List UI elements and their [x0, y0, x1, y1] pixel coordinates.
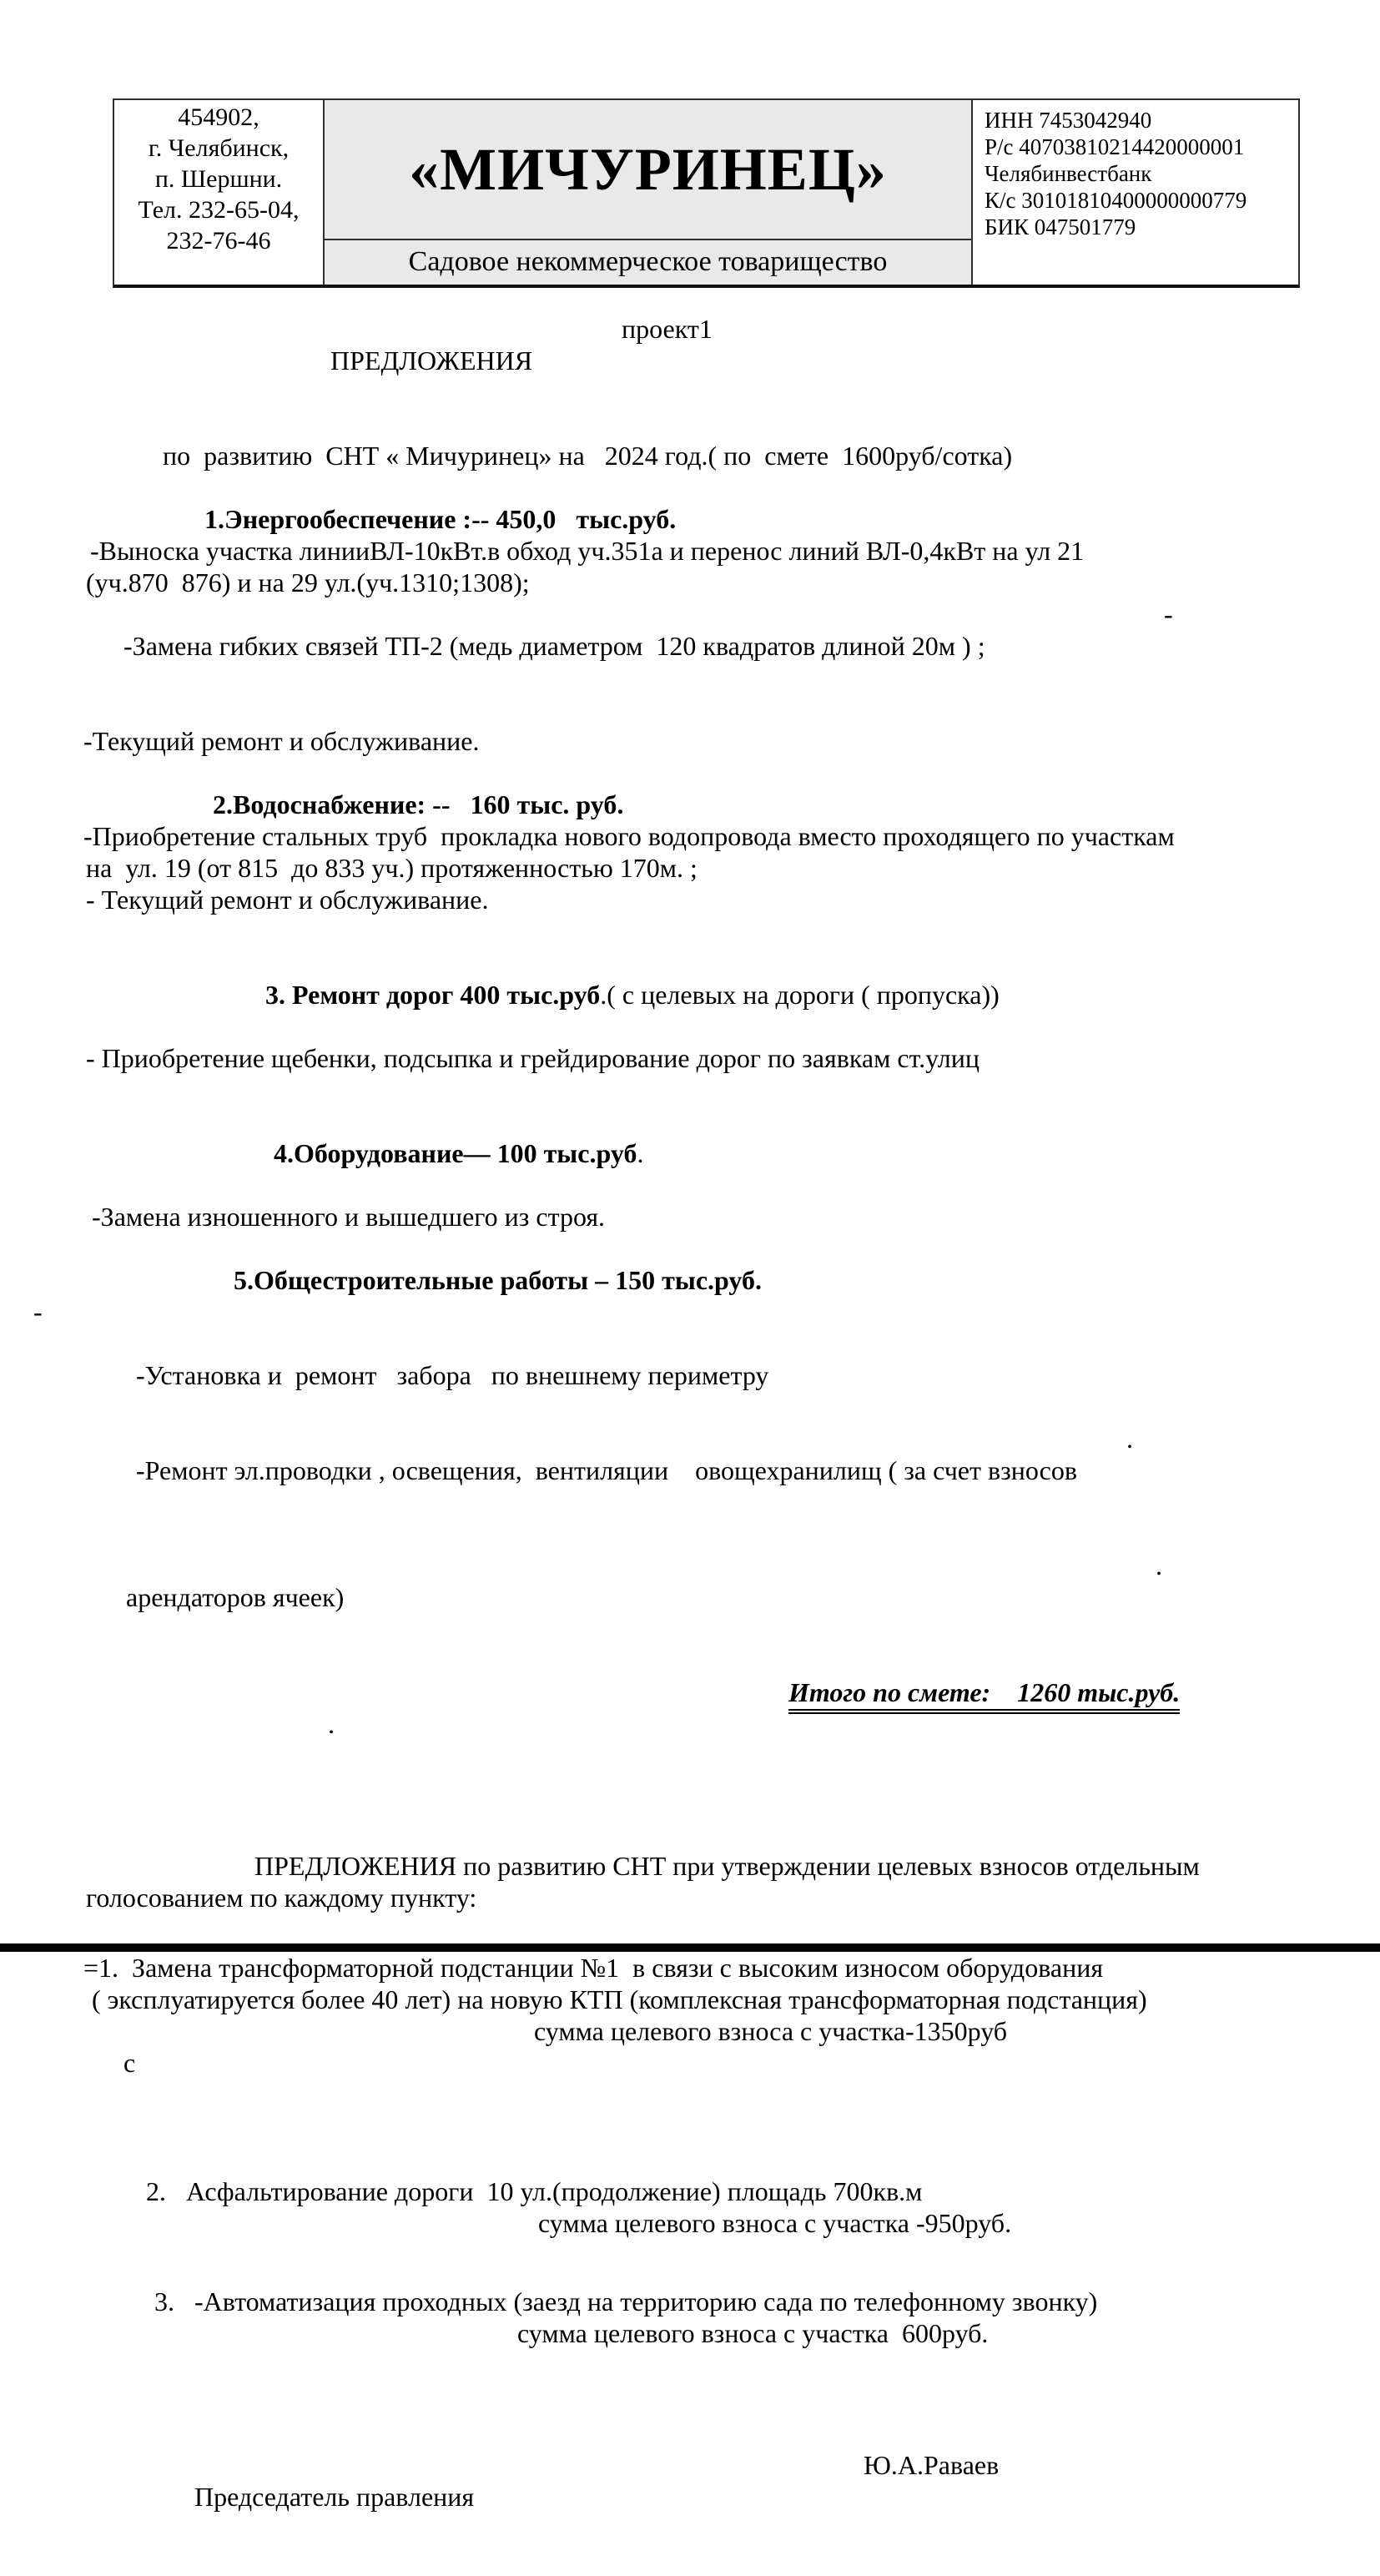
section-5-line-3 — [83, 1550, 1297, 1676]
section-3-line-1: - Приобретение щебенки, подсыпка и грейдирование дорог по заявкам ст.улиц — [86, 1043, 980, 1073]
section-2-line-1: -Приобретение стальных труб прокладка нового водопровода вместо проходящего по участкам — [83, 821, 1175, 851]
section-4-title-rest: . — [637, 1138, 644, 1168]
address-line: 454902, — [178, 103, 259, 131]
section-1-title: 1.Энергообеспечение :-- 450,0 тыс.руб. — [204, 504, 677, 534]
item-1-line-2: ( эксплуатируется более 40 лет) на новую КТП (комплексная трансформаторная подстанция) — [92, 1984, 1147, 2014]
section-3-title — [83, 947, 1297, 1042]
section-5-line-2-dot: . — [1126, 1424, 1133, 1454]
org-title-cell — [325, 100, 971, 285]
item-3-fee: сумма целевого взноса с участка 600руб. — [517, 2318, 989, 2348]
section-5-line-3-dot: . — [1156, 1550, 1162, 1580]
doc-heading-project: проект1 — [622, 314, 713, 344]
bank-line: Р/с 40703810214420000001 — [985, 134, 1245, 159]
section-1-line-3-text: -Замена гибких связей ТП-2 (медь диаметром 120 квадратов длиной 20м ) ; — [123, 631, 985, 661]
section-1-line-1: -Выноска участка линииВЛ-10кВт.в обход уч.351а и перенос линий ВЛ-0,4кВт на ул 21 — [90, 536, 1085, 566]
section-1-line-4: -Текущий ремонт и обслуживание. — [83, 726, 480, 756]
section-1-line-3 — [83, 598, 1297, 725]
bank-line: К/с 30101810400000000779 — [985, 188, 1247, 213]
address-line: п. Шершни. — [154, 165, 283, 193]
section-5-margin-dash: - — [33, 1297, 43, 1327]
section-5-line-1 — [33, 1296, 1297, 1423]
section-2-line-2: на ул. 19 (от 815 до 833 уч.) протяженностью 170м. ; — [86, 853, 698, 883]
address-line: Тел. 232-65-04, — [138, 196, 300, 224]
bank-line: Челябинвестбанк — [985, 161, 1152, 186]
section-4-title — [83, 1106, 1297, 1201]
section-2-title: 2.Водоснабжение: -- 160 тыс. руб. — [213, 789, 624, 819]
org-subtitle: Садовое некоммерческое товарищество — [325, 239, 971, 285]
item-1-fee: сумма целевого взноса с участка-1350руб — [534, 2016, 1008, 2046]
address-cell — [114, 100, 325, 285]
signature-line — [83, 2449, 1297, 2576]
section-5-line-1-text: -Установка и ремонт забора по внешнему периметру — [136, 1360, 769, 1390]
section-4-line-1: -Замена изношенного и вышедшего из строя. — [92, 1202, 606, 1232]
total-amount: Итого по смете: 1260 тыс.руб. — [788, 1676, 1180, 1714]
bank-details-cell — [971, 100, 1302, 285]
section-2-line-3: - Текущий ремонт и обслуживание. — [86, 885, 489, 915]
letterhead-table — [113, 98, 1300, 288]
item-2-line-1: 2. Асфальтирование дороги 10 ул.(продолжение) площадь 700кв.м — [146, 2176, 923, 2206]
section-5-line-3-text: арендаторов ячеек) — [126, 1582, 345, 1612]
section-3-title-rest: .( с целевых на дороги ( пропуска)) — [600, 980, 1000, 1010]
total-line-dot: . — [328, 1709, 335, 1739]
section-4-title-bold: 4.Оборудование— 100 тыс.руб — [274, 1138, 637, 1168]
section-5-line-2 — [83, 1423, 1297, 1550]
address-line: г. Челябинск, — [148, 134, 290, 162]
section-3-title-bold: 3. Ремонт дорог 400 тыс.руб — [265, 980, 601, 1010]
total-line — [83, 1676, 1297, 1803]
address-line: 232-76-46 — [166, 227, 271, 255]
doc-heading-line-1 — [83, 313, 1297, 440]
item-1-line-3-left: с — [123, 2048, 136, 2078]
section-1-line-2: (уч.870 876) и на 29 ул.(уч.1310;1308); — [86, 567, 530, 597]
item-2-fee: сумма целевого взноса с участка -950руб. — [538, 2208, 1012, 2238]
org-title: «МИЧУРИНЕЦ» — [409, 135, 887, 203]
doc-heading-line-2: по развитию СНТ « Мичуринец» на 2024 год.( по смете 1600руб/сотка) — [163, 441, 1013, 471]
document-body — [33, 313, 1297, 2576]
item-1-line-3 — [83, 2015, 1297, 2142]
scan-bottom-edge — [0, 1943, 1380, 1952]
section-1-line-3-dash: - — [1164, 599, 1173, 629]
doc-heading-title: ПРЕДЛОЖЕНИЯ — [330, 345, 533, 376]
section-5-line-2-text: -Ремонт эл.проводки , освещения, вентиляции овощехранилищ ( за счет взносов — [136, 1455, 1077, 1485]
item-3-line-1: 3. -Автоматизация проходных (заезд на территорию сада по телефонному звонку) — [154, 2286, 1098, 2316]
bank-line: БИК 047501779 — [985, 214, 1136, 239]
signature-role: Председатель правления — [194, 2482, 475, 2512]
proposals-para-line-2: голосованием по каждому пункту: — [86, 1883, 477, 1913]
proposals-para-line-1: ПРЕДЛОЖЕНИЯ по развитию СНТ при утверждении целевых взносов отдельным — [254, 1851, 1200, 1881]
item-1-line-1: =1. Замена трансформаторной подстанции №1 в связи с высоким износом оборудования — [83, 1953, 1104, 1983]
signature-name: Ю.А.Раваев — [864, 2450, 1000, 2480]
section-5-title: 5.Общестроительные работы – 150 тыс.руб. — [234, 1265, 762, 1295]
bank-line: ИНН 7453042940 — [985, 108, 1152, 133]
